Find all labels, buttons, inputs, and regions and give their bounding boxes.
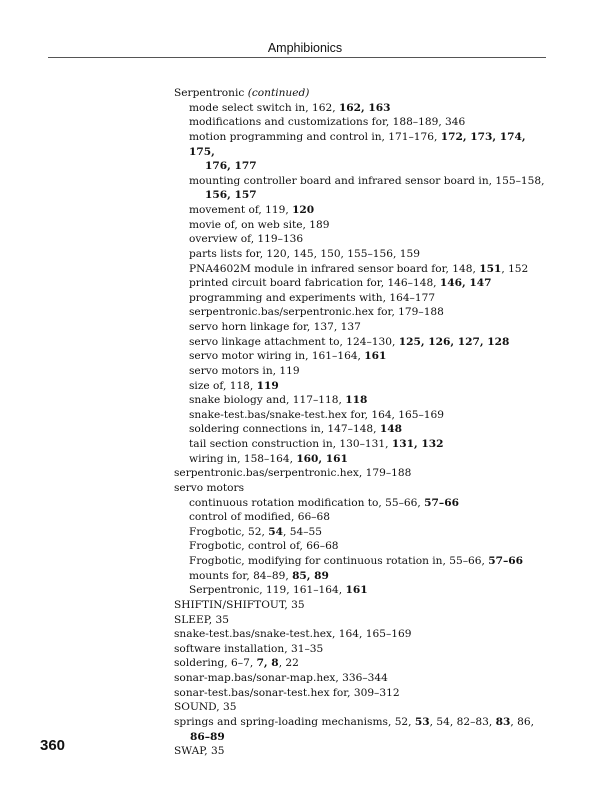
entry-text: servo motors <box>174 481 245 494</box>
index-entry <box>174 86 546 101</box>
entry-bold-pages: 53 <box>414 715 430 728</box>
entry-bold-pages: 162, 163 <box>338 101 391 114</box>
index-subentry <box>174 539 546 554</box>
entry-text: motion programming and control in, 171–176, <box>189 130 441 143</box>
entry-text: movie of, on web site, 189 <box>189 218 330 231</box>
entry-bold-pages: 172, 173, 174, 175, <box>189 130 526 158</box>
entry-text: movement of, 119, <box>189 204 293 216</box>
index-subentry <box>174 554 546 569</box>
index-entry <box>174 686 546 701</box>
index-subentry <box>174 393 546 408</box>
index-subentry <box>174 291 546 306</box>
entry-text: mounting controller board and infrared sensor board in, 155–158, <box>189 174 545 187</box>
index-subentry <box>174 452 546 467</box>
entry-bold-pages: 125, 126, 127, 128 <box>398 335 510 348</box>
index-subentry <box>174 437 546 452</box>
entry-text: Frogbotic, control of, 66–68 <box>189 540 339 553</box>
index-subentry <box>174 320 546 335</box>
index-entry <box>174 627 546 642</box>
entry-text: SOUND, 35 <box>174 701 237 714</box>
index-entry <box>174 700 546 715</box>
entry-text: size of, 118, <box>189 379 257 392</box>
index-subentry <box>174 130 546 174</box>
index-subentry <box>174 247 546 262</box>
entry-text: mounts for, 84–89, <box>189 569 293 582</box>
entry-text: springs and spring-loading mechanisms, 52, <box>174 715 415 728</box>
entry-italic-note: (continued) <box>247 87 310 99</box>
entry-text: overview of, 119–136 <box>189 233 304 246</box>
entry-text: snake-test.bas/snake-test.hex for, 164, 165–169 <box>189 408 445 421</box>
entry-text: Frogbotic, modifying for continuous rotation in, 55–66, <box>189 555 489 567</box>
entry-text: printed circuit board fabrication for, 146–148, <box>189 277 440 290</box>
entry-text: tail section construction in, 130–131, <box>189 438 392 450</box>
entry-text: servo linkage attachment to, 124–130, <box>189 335 399 348</box>
index-subentry <box>174 262 546 277</box>
index-list <box>174 86 546 759</box>
entry-text: software installation, 31–35 <box>174 642 324 655</box>
index-subentry <box>174 422 546 437</box>
entry-bold-pages: 83 <box>495 715 511 728</box>
index-subentry <box>174 349 546 364</box>
entry-text: SLEEP, 35 <box>174 613 229 626</box>
entry-text: serpentronic.bas/serpentronic.hex, 179–188 <box>174 467 412 480</box>
entry-bold-pages: 151 <box>479 262 502 275</box>
index-subentry <box>174 203 546 218</box>
running-head: Amphibionics <box>267 41 343 55</box>
entry-pages: , 54–55 <box>283 525 323 538</box>
index-subentry <box>174 232 546 247</box>
entry-text: servo motors in, 119 <box>189 364 300 377</box>
entry-text: Serpentronic, 119, 161–164, <box>189 584 346 597</box>
entry-text: snake biology and, 117–118, <box>189 394 346 407</box>
index-subentry <box>174 101 546 116</box>
entry-text: mode select switch in, 162, <box>189 101 339 114</box>
entry-text: soldering connections in, 147–148, <box>189 423 380 436</box>
entry-text: sonar-test.bas/sonar-test.hex for, 309–312 <box>174 686 400 699</box>
index-entry <box>174 466 546 481</box>
index-entry <box>174 598 546 613</box>
entry-bold-pages: 148 <box>379 423 403 436</box>
entry-bold-pages: 118 <box>345 394 368 407</box>
entry-text: SWAP, 35 <box>174 745 225 758</box>
entry-bold-pages: 57–66 <box>424 496 459 509</box>
entry-text: soldering, 6–7, <box>174 657 257 670</box>
entry-continuation: 156, 157 <box>205 189 257 202</box>
entry-text: serpentronic.bas/serpentronic.hex for, 179–188 <box>189 306 444 319</box>
entry-text: modifications and customizations for, 188–189, 346 <box>189 116 466 129</box>
entry-text: servo horn linkage for, 137, 137 <box>189 321 361 333</box>
entry-bold-pages: 57–66 <box>488 555 524 567</box>
index-subentry <box>174 335 546 350</box>
entry-bold-pages: 160, 161 <box>296 452 348 465</box>
index-entry <box>174 481 546 496</box>
index-subentry <box>174 379 546 394</box>
entry-pages: , 54, 82–83, <box>429 715 496 728</box>
index-entry <box>174 642 546 657</box>
index-subentry <box>174 364 546 379</box>
entry-text: sonar-map.bas/sonar-map.hex, 336–344 <box>174 672 388 684</box>
index-subentry <box>174 408 546 423</box>
index-subentry <box>174 115 546 130</box>
entry-pages: , 152 <box>501 262 529 275</box>
entry-bold-pages: 161 <box>345 584 368 597</box>
index-subentry <box>174 305 546 320</box>
entry-text: servo motor wiring in, 161–164, <box>189 350 365 363</box>
index-entry <box>174 613 546 628</box>
entry-text: control of modified, 66–68 <box>189 511 330 524</box>
entry-bold-pages: 131, 132 <box>391 438 444 450</box>
entry-text: snake-test.bas/snake-test.hex, 164, 165–169 <box>174 628 412 641</box>
index-entry <box>174 671 546 686</box>
index-subentry <box>174 174 546 203</box>
entry-bold-pages: 119 <box>256 379 279 392</box>
entry-bold-pages: 146, 147 <box>439 277 492 290</box>
entry-text: programming and experiments with, 164–177 <box>189 291 436 304</box>
index-subentry <box>174 218 546 233</box>
entry-text: parts lists for, 120, 145, 150, 155–156, 159 <box>189 247 420 260</box>
entry-pages: , 22 <box>278 657 299 670</box>
entry-bold-pages: 7, 8 <box>256 657 279 670</box>
index-entry <box>174 656 546 671</box>
index-subentry <box>174 496 546 511</box>
index-subentry <box>174 525 546 540</box>
entry-bold-pages: 85, 89 <box>292 569 329 582</box>
page-number: 360 <box>40 737 66 754</box>
index-subentry <box>174 510 546 525</box>
entry-text: wiring in, 158–164, <box>189 452 297 465</box>
entry-bold-pages: 54 <box>268 525 284 538</box>
entry-bold-pages: 120 <box>292 204 315 216</box>
entry-text: Serpentronic <box>174 87 245 99</box>
entry-bold-pages: 161 <box>364 350 387 363</box>
header-rule <box>48 57 546 58</box>
entry-text: continuous rotation modification to, 55–66, <box>189 496 425 509</box>
index-entry <box>174 744 546 759</box>
entry-pages: , 86, <box>510 715 534 728</box>
index-subentry <box>174 583 546 598</box>
entry-text: PNA4602M module in infrared sensor board for, 148, <box>189 262 480 275</box>
entry-continuation: 86–89 <box>190 730 225 743</box>
index-subentry <box>174 569 546 584</box>
entry-text: SHIFTIN/SHIFTOUT, 35 <box>174 598 305 611</box>
index-subentry <box>174 276 546 291</box>
entry-text: Frogbotic, 52, <box>189 525 269 538</box>
index-entry <box>174 715 546 744</box>
entry-continuation: 176, 177 <box>205 160 257 173</box>
